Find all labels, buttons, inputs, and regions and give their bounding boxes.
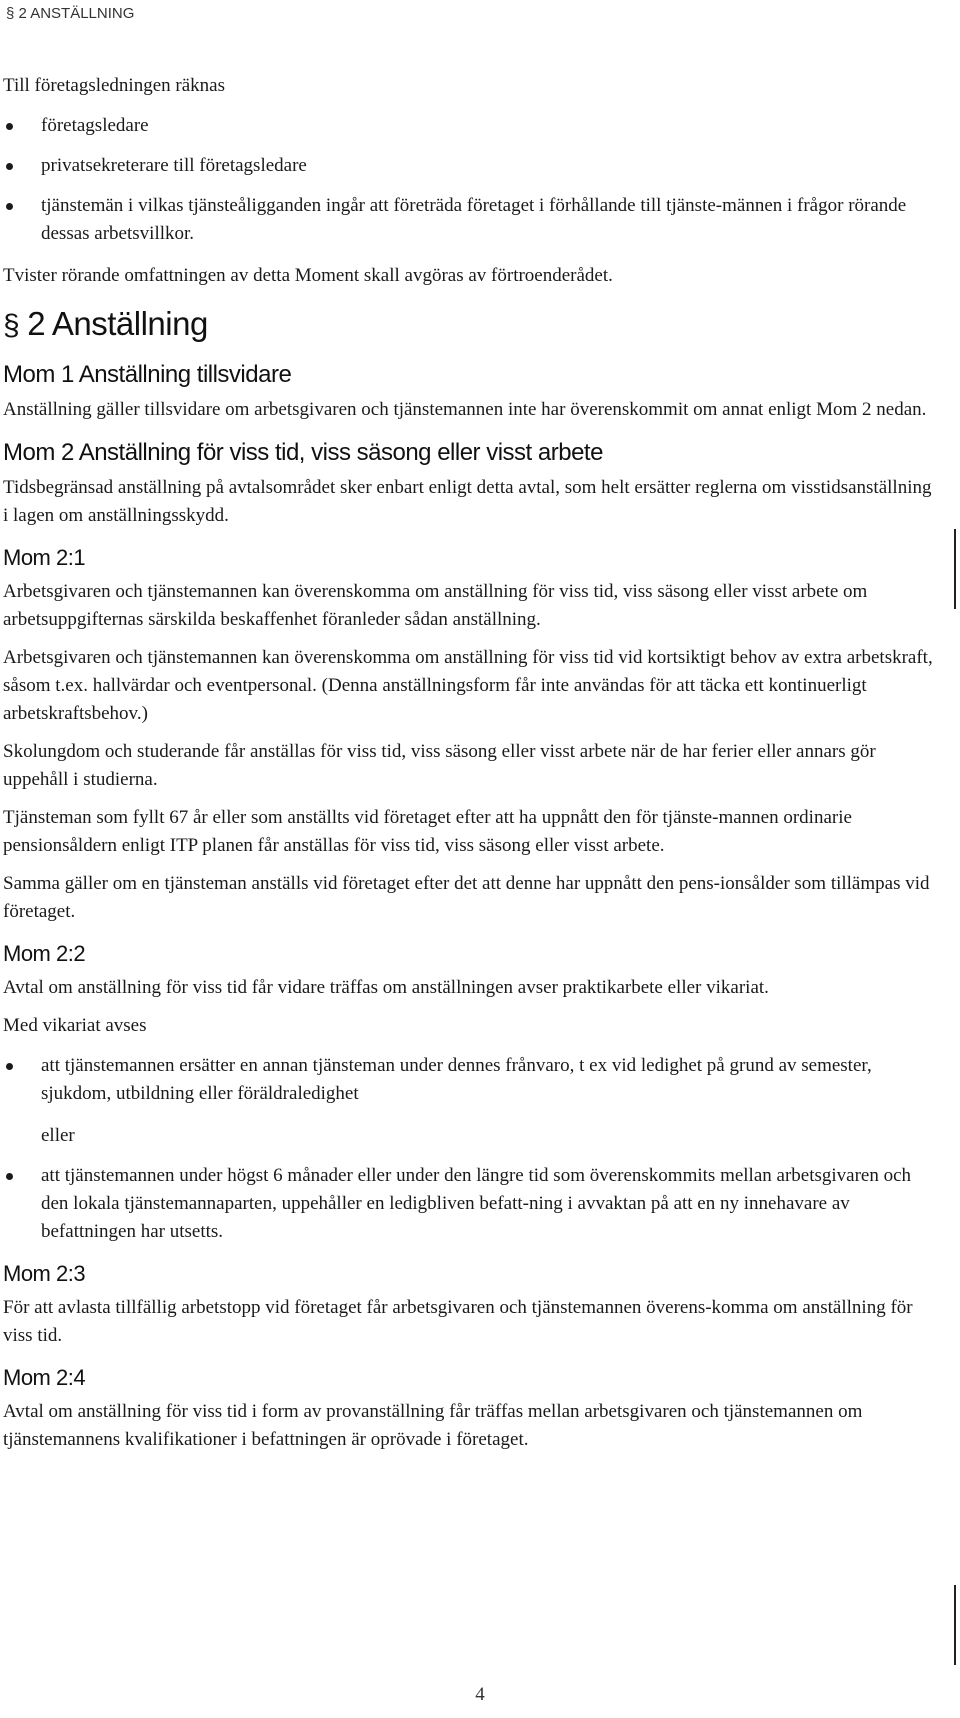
mom2-2-text: Avtal om anställning för viss tid får vidare träffas om anställningen avser praktikarbete eller vikariat. xyxy=(3,977,769,998)
mom2-1-paragraph: Arbetsgivaren och tjänstemannen kan överenskomma om anställning för viss tid vid kortsiktigt behov av extra arbetskraft, såsom t.ex. hallvärdar och eventpersonal. (Denna anställningsform får inte användas för att täcka ett kontinuerligt arbetskraftsbehov.) xyxy=(3,647,933,724)
management-list xyxy=(3,112,938,248)
revision-bar xyxy=(954,529,956,609)
mom2-1-paragraph: Samma gäller om en tjänsteman anställs vid företaget efter det att denne har uppnått den pens-ionsålder som tillämpas vid företaget. xyxy=(3,873,930,922)
section-title-text: 2 Anställning xyxy=(27,305,208,342)
vikariat-list xyxy=(3,1162,938,1246)
list-item: att tjänstemannen ersätter en annan tjänsteman under dennes frånvaro, t ex vid ledighet på grund av semester, sjukdom, utbildning eller föräldraledighet xyxy=(3,1052,938,1108)
mom1-text: Anställning gäller tillsvidare om arbetsgivaren och tjänstemannen inte har överenskommit om annat enligt Mom 2 nedan. xyxy=(3,399,927,420)
intro-lead: Till företagsledningen räknas xyxy=(3,75,225,96)
mom2-4-heading: Mom 2:4 xyxy=(3,1365,86,1390)
revision-bar xyxy=(954,1585,956,1665)
list-item: privatsekreterare till företagsledare xyxy=(3,152,938,180)
mom2-1-paragraph: Tjänsteman som fyllt 67 år eller som anställts vid företaget efter att ha uppnått den för tjänste-mannen ordinarie pensionsåldern enligt ITP planen får anställas för viss tid, viss säsong eller visst arbete. xyxy=(3,807,852,856)
vikariat-lead: Med vikariat avses xyxy=(3,1015,147,1036)
list-connector: eller xyxy=(41,1125,75,1146)
list-item: tjänstemän i vilkas tjänsteåligganden ingår att företräda företaget i förhållande till tjänste-männen i frågor rörande dessas arbetsvillkor. xyxy=(3,192,938,248)
vikariat-list xyxy=(3,1052,938,1108)
mom2-1-paragraph: Skolungdom och studerande får anställas för viss tid, viss säsong eller visst arbete när de har ferier eller annars gör uppehåll i studierna. xyxy=(3,741,876,790)
mom2-3-text: För att avlasta tillfällig arbetstopp vid företaget får arbetsgivaren och tjänstemannen överens-komma om anställning för viss tid. xyxy=(3,1297,913,1346)
mom2-4-text: Avtal om anställning för viss tid i form av provanställning får träffas mellan arbetsgivaren och tjänstemannen om tjänstemannens kvalifikationer i befattningen är oprövade i företaget. xyxy=(3,1401,863,1450)
disputes-paragraph: Tvister rörande omfattningen av detta Moment skall avgöras av förtroenderådet. xyxy=(3,265,613,286)
section-symbol: § xyxy=(3,309,20,342)
running-header: § 2 ANSTÄLLNING xyxy=(6,5,135,22)
page-number: 4 xyxy=(475,1684,485,1705)
mom1-heading: Mom 1 Anställning tillsvidare xyxy=(3,361,292,388)
section-title xyxy=(3,304,938,346)
mom2-heading: Mom 2 Anställning för viss tid, viss säsong eller visst arbete xyxy=(3,439,603,466)
mom2-1-paragraph: Arbetsgivaren och tjänstemannen kan överenskomma om anställning för viss tid, viss säsong eller visst arbete om arbetsuppgifternas särskilda beskaffenhet föranleder sådan anställning. xyxy=(3,581,868,630)
mom2-text: Tidsbegränsad anställning på avtalsområdet sker enbart enligt detta avtal, som helt ersätter reglerna om visstidsanställning i lagen om anställningsskydd. xyxy=(3,477,932,526)
mom2-2-heading: Mom 2:2 xyxy=(3,941,86,966)
page-body xyxy=(3,72,938,1454)
list-item: att tjänstemannen under högst 6 månader eller under den längre tid som överenskommits mellan arbetsgivaren och den lokala tjänstemannaparten, uppehåller en ledigbliven befatt-ning i avvaktan på att en ny innehavare av befattningen har utsetts. xyxy=(3,1162,938,1246)
mom2-3-heading: Mom 2:3 xyxy=(3,1261,86,1286)
list-item: företagsledare xyxy=(3,112,938,140)
mom2-1-heading: Mom 2:1 xyxy=(3,545,86,570)
